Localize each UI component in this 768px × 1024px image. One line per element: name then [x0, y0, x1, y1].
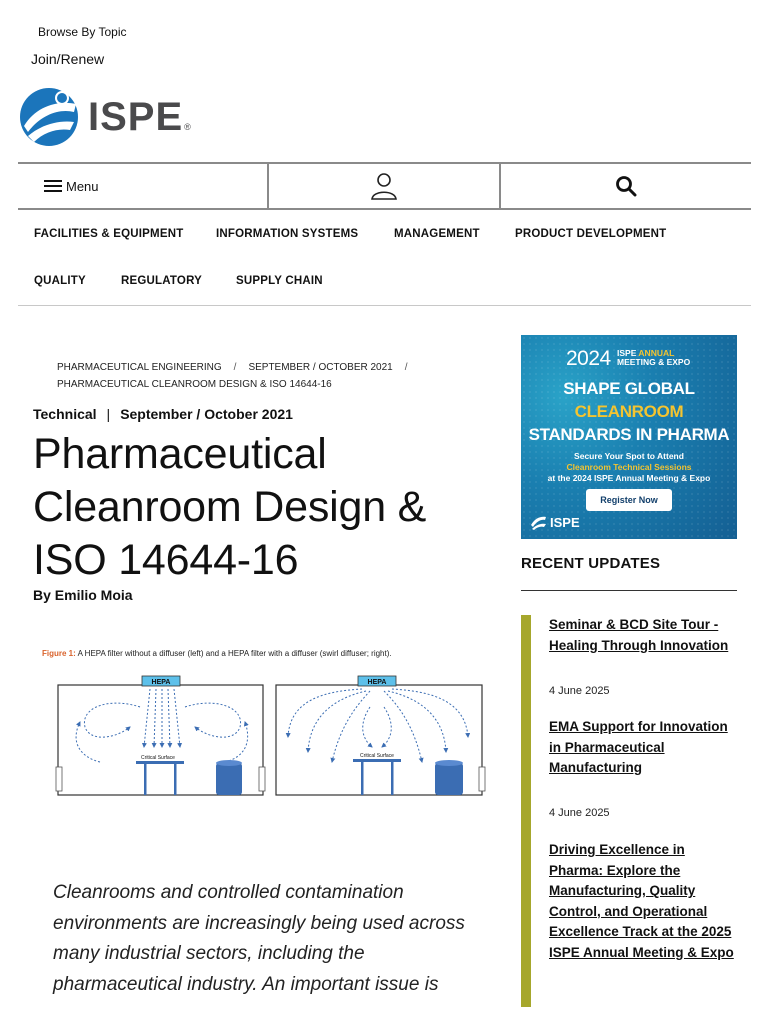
article-meta: Technical | September / October 2021: [33, 406, 293, 422]
page-title: Pharmaceutical Cleanroom Design & ISO 14644-16: [33, 430, 427, 584]
recent-updates-accent-bar: [521, 615, 531, 1007]
ispe-swirl-icon: [18, 86, 80, 148]
article-issue[interactable]: September / October 2021: [120, 406, 293, 422]
ad-headline-3: STANDARDS IN PHARMA: [528, 425, 730, 444]
browse-by-topic-link[interactable]: Browse By Topic: [38, 25, 127, 39]
ispe-swirl-icon: [529, 513, 547, 531]
nav-item-supply-chain[interactable]: SUPPLY CHAIN: [236, 275, 323, 287]
ad-event-meeting: MEETING & EXPO: [617, 357, 691, 367]
nav-item-information-systems[interactable]: INFORMATION SYSTEMS: [216, 228, 359, 240]
hamburger-icon: [44, 179, 62, 193]
breadcrumb-separator: /: [233, 362, 237, 373]
topic-nav: [18, 210, 751, 306]
breadcrumb: [57, 359, 497, 393]
recent-update-link[interactable]: EMA Support for Innovation in Pharmaceutical Manufacturing: [549, 719, 728, 775]
figure-caption-text: A HEPA filter without a diffuser (left) and a HEPA filter with a diffuser (swirl diffuser; right).: [77, 649, 392, 658]
article-intro: Cleanrooms and controlled contamination environments are increasingly being used across many industrial sectors, including the pharmaceutical industry. An important issue is: [53, 882, 465, 995]
recent-update-link[interactable]: Driving Excellence in Pharma: Explore the Manufacturing, Quality Control, and Operational Excellence Track at the 2025 ISPE Annual Meeting & Expo: [549, 842, 734, 960]
ispe-logo[interactable]: [18, 86, 218, 148]
breadcrumb-current: PHARMACEUTICAL CLEANROOM DESIGN & ISO 14644-16: [57, 379, 332, 390]
join-renew-link[interactable]: Join/Renew: [31, 51, 105, 67]
critical-surface-label-left: Critical Surface: [141, 755, 175, 761]
ad-logo-text: ISPE: [550, 514, 580, 530]
breadcrumb-item[interactable]: PHARMACEUTICAL ENGINEERING: [57, 362, 222, 373]
nav-item-quality[interactable]: QUALITY: [34, 275, 86, 287]
ad-subtext-1: Secure Your Spot to Attend: [574, 451, 684, 461]
user-icon: [370, 172, 398, 200]
figure-caption: [42, 649, 392, 658]
ad-event-annual: ANNUAL: [638, 348, 675, 358]
menu-label: Menu: [66, 178, 99, 194]
recent-update-date: 4 June 2025: [549, 807, 610, 819]
breadcrumb-separator: /: [404, 362, 408, 373]
menu-button[interactable]: [18, 164, 269, 208]
article-figure: [40, 645, 492, 805]
ad-headline-1: SHAPE GLOBAL: [563, 379, 695, 398]
search-icon: [615, 175, 637, 197]
event-ad-banner[interactable]: [521, 335, 737, 539]
nav-item-product-development[interactable]: PRODUCT DEVELOPMENT: [515, 228, 667, 240]
ad-event-name: [617, 349, 690, 367]
ad-year: 2024: [566, 347, 611, 370]
figure-caption-label: Figure 1:: [42, 649, 76, 658]
recent-updates-divider: [521, 590, 737, 591]
ad-headline-2: CLEANROOM: [574, 402, 684, 421]
hepa-label-left: HEPA: [151, 679, 171, 686]
hepa-airflow-diagram: [40, 667, 492, 801]
ad-subtext-3: at the 2024 ISPE Annual Meeting & Expo: [547, 473, 711, 483]
recent-update-link[interactable]: Seminar & BCD Site Tour - Healing Through Innovation: [549, 617, 729, 653]
nav-item-facilities[interactable]: FACILITIES & EQUIPMENT: [34, 228, 184, 240]
recent-update-date: 4 June 2025: [549, 685, 610, 697]
hepa-label-right: HEPA: [367, 679, 387, 686]
ad-ispe-logo: [529, 513, 580, 531]
header-toolbar: [18, 162, 751, 210]
article-category[interactable]: Technical: [33, 406, 97, 422]
nav-item-regulatory[interactable]: REGULATORY: [121, 275, 203, 287]
critical-surface-label-right: Critical Surface: [360, 753, 394, 759]
account-button[interactable]: [269, 164, 501, 208]
breadcrumb-item[interactable]: SEPTEMBER / OCTOBER 2021: [248, 362, 393, 373]
recent-updates-heading: RECENT UPDATES: [521, 555, 661, 572]
ad-event-ispe: ISPE: [617, 348, 637, 358]
article-byline: By Emilio Moia: [33, 587, 133, 603]
logo-registered-mark: ®: [184, 122, 191, 132]
ad-subtext-2: Cleanroom Technical Sessions: [566, 462, 692, 472]
register-now-button[interactable]: Register Now: [586, 489, 672, 511]
logo-text: ISPE: [88, 94, 184, 139]
search-button[interactable]: [501, 164, 751, 208]
nav-item-management[interactable]: MANAGEMENT: [394, 228, 480, 240]
